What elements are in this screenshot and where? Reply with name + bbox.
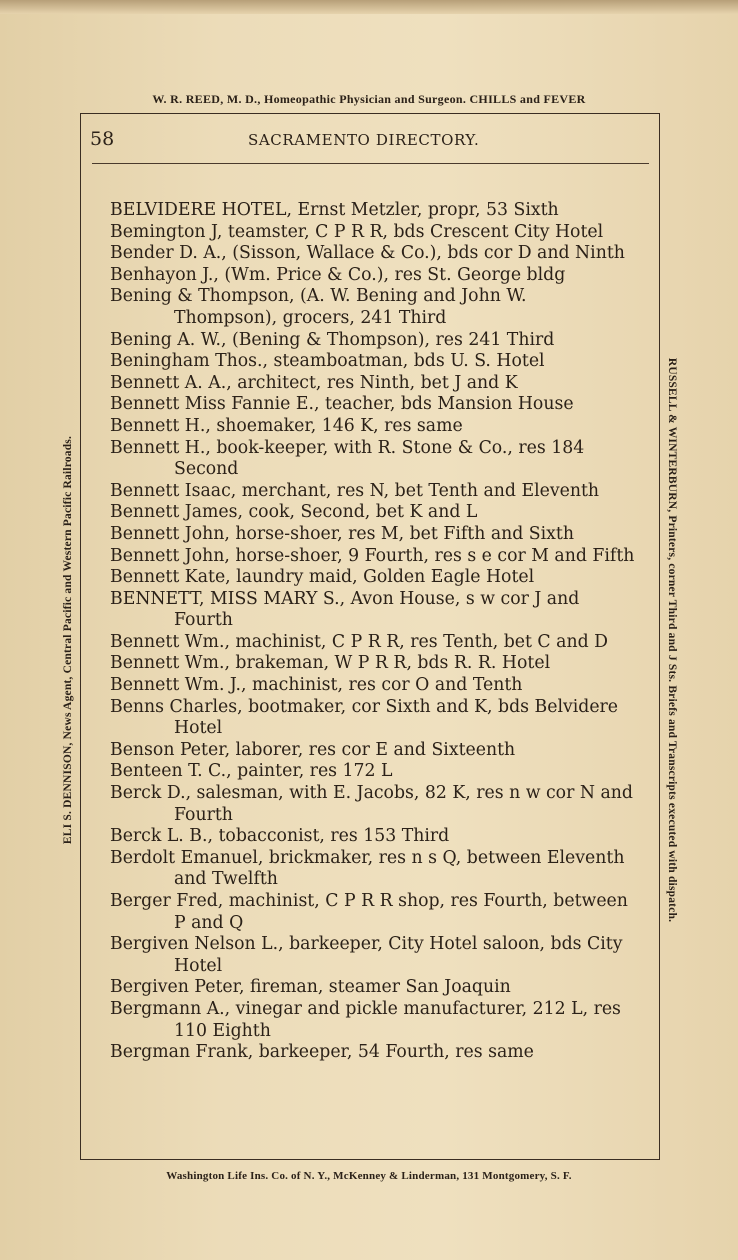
- directory-entry: Bergman Frank, barkeeper, 54 Fourth, res same: [110, 1042, 534, 1063]
- directory-entry: Bennett Miss Fannie E., teacher, bds Mansion House: [110, 394, 574, 415]
- directory-entry: Berdolt Emanuel, brickmaker, res n s Q, between Eleventh and Twelfth: [110, 847, 630, 890]
- directory-entry: Bender D. A., (Sisson, Wallace & Co.), bds cor D and Ninth: [110, 243, 625, 264]
- directory-entry: Bennett Wm., brakeman, W P R R, bds R. R. Hotel: [110, 653, 551, 674]
- directory-entry: Bennett Wm., machinist, C P R R, res Tenth, bet C and D: [110, 631, 608, 652]
- directory-entry: Benteen T. C., painter, res 172 L: [110, 761, 393, 782]
- directory-entry: Bennett Wm. J., machinist, res cor O and Tenth: [110, 675, 523, 696]
- header-advertisement: W. R. REED, M. D., Homeopathic Physician and Surgeon. CHILLS and FEVER: [152, 92, 586, 106]
- page-number: 58: [90, 128, 115, 150]
- directory-entry: Berck L. B., tobacconist, res 153 Third: [110, 826, 450, 847]
- directory-entry: Bergiven Peter, fireman, steamer San Joaquin: [110, 977, 511, 998]
- directory-entries: [110, 200, 639, 1064]
- directory-entry: Benhayon J., (Wm. Price & Co.), res St. George bldg: [110, 264, 566, 285]
- directory-entry: Benns Charles, bootmaker, cor Sixth and K, bds Belvidere Hotel: [110, 696, 624, 739]
- footer-advertisement: Washington Life Ins. Co. of N. Y., McKenney & Linderman, 131 Montgomery, S. F.: [166, 1170, 572, 1182]
- directory-entry: Bergiven Nelson L., barkeeper, City Hotel saloon, bds City Hotel: [110, 934, 628, 976]
- directory-entry: Bennett Isaac, merchant, res N, bet Tenth and Eleventh: [110, 480, 600, 501]
- directory-entry: Berger Fred, machinist, C P R R shop, res Fourth, between P and Q: [110, 891, 634, 933]
- directory-entry: Bennett John, horse-shoer, 9 Fourth, res s e cor M and Fifth: [110, 545, 635, 566]
- right-margin-ad-text: RUSSELL & WINTERBURN, Printers, corner Third and J Sts. Briefs and Transcripts executed with dispatch.: [666, 357, 678, 923]
- directory-entry: Bennett James, cook, Second, bet K and L: [110, 502, 478, 523]
- directory-entry: Beningham Thos., steamboatman, bds U. S. Hotel: [110, 351, 545, 372]
- running-head: SACRAMENTO DIRECTORY.: [248, 131, 480, 149]
- directory-entry: Berck D., salesman, with E. Jacobs, 82 K, res n w cor N and Fourth: [110, 783, 639, 825]
- page-top-edge: [0, 0, 738, 14]
- directory-entry: Bennett A. A., architect, res Ninth, bet J and K: [110, 372, 518, 393]
- directory-entry: Bening A. W., (Bening & Thompson), res 241 Third: [110, 329, 555, 350]
- directory-entry: BENNETT, MISS MARY S., Avon House, s w cor J and Fourth: [110, 588, 585, 631]
- header-rule: [92, 163, 649, 164]
- left-margin-ad-text: ELI S. DENNISON, News Agent, Central Pacific and Western Pacific Railroads.: [62, 435, 74, 845]
- directory-entry: Bennett H., book-keeper, with R. Stone & Co., res 184 Second: [110, 437, 590, 480]
- directory-entry: Bennett Kate, laundry maid, Golden Eagle Hotel: [110, 567, 535, 588]
- directory-entry: BELVIDERE HOTEL, Ernst Metzler, propr, 53 Sixth: [110, 200, 559, 220]
- directory-entry: Benson Peter, laborer, res cor E and Sixteenth: [110, 739, 516, 760]
- directory-entry: Bennett John, horse-shoer, res M, bet Fifth and Sixth: [110, 523, 574, 544]
- directory-entry: Bergmann A., vinegar and pickle manufacturer, 212 L, res 110 Eighth: [110, 998, 627, 1041]
- directory-entry: Bennett H., shoemaker, 146 K, res same: [110, 415, 463, 436]
- directory-entry: Bening & Thompson, (A. W. Bening and John W. Thompson), grocers, 241 Third: [110, 286, 533, 328]
- directory-entry: Bemington J, teamster, C P R R, bds Crescent City Hotel: [110, 221, 604, 242]
